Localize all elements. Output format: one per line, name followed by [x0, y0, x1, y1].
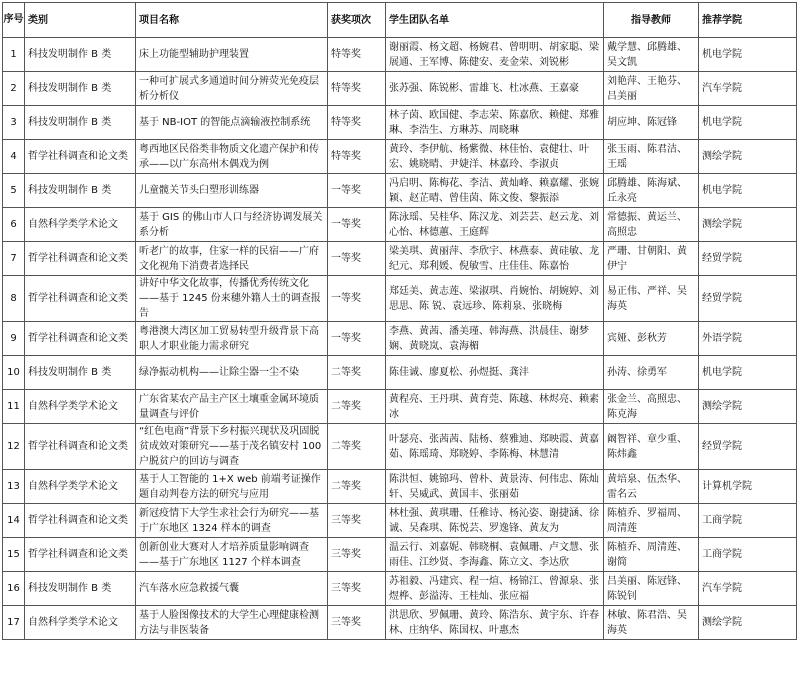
cell-advisor: 张玉雨、陈君洁、王瑶 [604, 140, 699, 174]
cell-college: 测绘学院 [699, 390, 797, 424]
table-row [3, 38, 797, 72]
cell-award: 二等奖 [328, 356, 386, 390]
cell-project: “红色电商”背景下乡村振兴现状及巩固脱贫成效对策研究——基于茂名镇安村 100户脱贫户的回访与调查 [136, 424, 328, 470]
cell-team: 冯启明、陈梅花、李洁、黄灿峰、赖嘉耀、张婉颖、赵芷晴、曾佳茵、陈文俊、黎振添 [386, 174, 604, 208]
cell-team: 李燕、黄茜、潘美瑾、韩海燕、洪晨佳、谢梦娴、黄晓岚、袁海楣 [386, 322, 604, 356]
cell-category: 哲学社科调查和论文类 [25, 504, 136, 538]
cell-num: 13 [3, 470, 25, 504]
cell-num: 6 [3, 208, 25, 242]
cell-num: 11 [3, 390, 25, 424]
cell-team: 郑廷美、黄志莲、梁淑琪、肖婉怡、胡婉婷、刘思思、陈 锐、袁远珍、陈莉泉、张晓梅 [386, 276, 604, 322]
header-award: 获奖项次 [328, 3, 386, 38]
cell-num: 1 [3, 38, 25, 72]
table-row [3, 356, 797, 390]
cell-category: 自然科学类学术论文 [25, 606, 136, 640]
table-row [3, 538, 797, 572]
header-num: 序号 [3, 3, 25, 38]
cell-college: 经贸学院 [699, 242, 797, 276]
header-team: 学生团队名单 [386, 3, 604, 38]
cell-award: 三等奖 [328, 538, 386, 572]
cell-award: 三等奖 [328, 606, 386, 640]
cell-category: 自然科学类学术论文 [25, 208, 136, 242]
cell-college: 外语学院 [699, 322, 797, 356]
cell-advisor: 戴学慧、邱腾雄、吴文凯 [604, 38, 699, 72]
cell-award: 特等奖 [328, 38, 386, 72]
cell-category: 哲学社科调查和论文类 [25, 322, 136, 356]
cell-num: 7 [3, 242, 25, 276]
cell-team: 陈泳瑶、吴桂华、陈汉龙、刘芸芸、赵云龙、刘心怡、林德蕙、王庭辉 [386, 208, 604, 242]
cell-category: 哲学社科调查和论文类 [25, 538, 136, 572]
cell-advisor: 严珊、甘朝阳、黄伊宁 [604, 242, 699, 276]
cell-category: 科技发明制作 B 类 [25, 72, 136, 106]
cell-category: 科技发明制作 B 类 [25, 174, 136, 208]
cell-award: 一等奖 [328, 276, 386, 322]
cell-num: 9 [3, 322, 25, 356]
table-row [3, 504, 797, 538]
cell-category: 哲学社科调查和论文类 [25, 276, 136, 322]
cell-project: 基于 NB-IOT 的智能点滴输液控制系统 [136, 106, 328, 140]
cell-num: 3 [3, 106, 25, 140]
cell-category: 科技发明制作 B 类 [25, 106, 136, 140]
cell-advisor: 阚智祥、章少重、陈炜鑫 [604, 424, 699, 470]
table-row [3, 140, 797, 174]
cell-project: 汽车落水应急救援气囊 [136, 572, 328, 606]
cell-team: 洪思欣、罗佩珊、黄玲、陈浩东、黄宇东、许春林、庄纳华、陈国权、叶惠杰 [386, 606, 604, 640]
cell-advisor: 邱腾雄、陈海斌、丘永亮 [604, 174, 699, 208]
table-row [3, 174, 797, 208]
cell-college: 经贸学院 [699, 276, 797, 322]
cell-college: 工商学院 [699, 538, 797, 572]
cell-category: 自然科学类学术论文 [25, 470, 136, 504]
cell-team: 温云行、刘嘉妮、韩晓桐、袁佩珊、卢文慧、张雨佳、江纱贤、李海鑫、陈立文、李达欣 [386, 538, 604, 572]
cell-advisor: 常德振、黄运兰、高照忠 [604, 208, 699, 242]
cell-award: 二等奖 [328, 390, 386, 424]
cell-category: 哲学社科调查和论文类 [25, 242, 136, 276]
cell-award: 一等奖 [328, 174, 386, 208]
cell-team: 林子茵、欧国健、李志荣、陈嘉欣、赖健、郑雅琳、李浩生、方琳苏、周晓琳 [386, 106, 604, 140]
header-advisor: 指导教师 [604, 3, 699, 38]
table-row [3, 470, 797, 504]
header-college: 推荐学院 [699, 3, 797, 38]
cell-advisor: 胡应坤、陈冠锋 [604, 106, 699, 140]
cell-college: 测绘学院 [699, 140, 797, 174]
cell-award: 特等奖 [328, 106, 386, 140]
cell-project: 粤西地区民俗类非物质文化遗产保护和传承——以广东高州木偶戏为例 [136, 140, 328, 174]
cell-project: 基于人工智能的 1+X web 前端考证操作题自动判卷方法的研究与应用 [136, 470, 328, 504]
cell-category: 哲学社科调查和论文类 [25, 140, 136, 174]
cell-category: 科技发明制作 B 类 [25, 38, 136, 72]
cell-project: 听老广的故事，住家一样的民宿——广府文化视角下消费者选择民 [136, 242, 328, 276]
cell-num: 10 [3, 356, 25, 390]
cell-college: 机电学院 [699, 356, 797, 390]
cell-advisor: 张金兰、高照忠、陈克海 [604, 390, 699, 424]
cell-team: 梁美琪、黄丽萍、李欣宇、林燕泰、黄硅敏、龙纪元、郑利媛、倪敏雪、庄佳佳、陈嘉怡 [386, 242, 604, 276]
cell-advisor: 陈植乔、周清莲、谢简 [604, 538, 699, 572]
cell-project: 讲好中华文化故事，传播优秀传统文化——基于 1245 份来穗外籍人士的调查报告 [136, 276, 328, 322]
table-row [3, 606, 797, 640]
cell-team: 黄玲、李伊航、杨紫微、林佳怡、袁健壮、叶宏、姚晓晴、尹婕洋、林嘉玲、李淑贞 [386, 140, 604, 174]
cell-award: 一等奖 [328, 322, 386, 356]
cell-project: 新冠疫情下大学生求社会行为研究——基于广东地区 1324 样本的调查 [136, 504, 328, 538]
cell-award: 一等奖 [328, 242, 386, 276]
cell-category: 科技发明制作 B 类 [25, 572, 136, 606]
cell-college: 汽车学院 [699, 72, 797, 106]
cell-advisor: 孙涛、徐勇军 [604, 356, 699, 390]
table-row [3, 390, 797, 424]
table-header-row [3, 3, 797, 38]
cell-project: 床上功能型辅助护理装置 [136, 38, 328, 72]
cell-num: 15 [3, 538, 25, 572]
header-project: 项目名称 [136, 3, 328, 38]
cell-num: 4 [3, 140, 25, 174]
table-row [3, 276, 797, 322]
cell-award: 二等奖 [328, 470, 386, 504]
cell-advisor: 刘艳萍、王艳芬、吕美丽 [604, 72, 699, 106]
cell-team: 陈佳诚、廖夏松、孙煜挺、龚沣 [386, 356, 604, 390]
cell-advisor: 黄培泉、伍杰华、雷名云 [604, 470, 699, 504]
cell-num: 5 [3, 174, 25, 208]
cell-category: 自然科学类学术论文 [25, 390, 136, 424]
cell-team: 黄程亮、王丹琪、黄育莞、陈越、林烬亮、赖素冰 [386, 390, 604, 424]
awards-table [2, 2, 797, 640]
cell-num: 14 [3, 504, 25, 538]
cell-project: 基于人脸图像技术的大学生心理健康检测方法与非医装备 [136, 606, 328, 640]
cell-category: 科技发明制作 B 类 [25, 356, 136, 390]
table-row [3, 106, 797, 140]
cell-college: 经贸学院 [699, 424, 797, 470]
cell-team: 陈洪恒、姚锦玛、曾朴、黄景涛、何伟忠、陈灿轩、吴威武、黄国丰、张丽茹 [386, 470, 604, 504]
table-row [3, 572, 797, 606]
cell-award: 特等奖 [328, 72, 386, 106]
cell-project: 基于 GIS 的佛山市人口与经济协调发展关系分析 [136, 208, 328, 242]
cell-award: 一等奖 [328, 208, 386, 242]
cell-project: 绿净振动机构——让除尘器一尘不染 [136, 356, 328, 390]
table-row [3, 72, 797, 106]
table-row [3, 322, 797, 356]
cell-college: 机电学院 [699, 38, 797, 72]
cell-project: 创新创业大赛对人才培养质量影响调查——基于广东地区 1127 个样本调查 [136, 538, 328, 572]
cell-num: 17 [3, 606, 25, 640]
header-category: 类别 [25, 3, 136, 38]
cell-team: 林杜强、黄琪珊、任稚诗、杨沁姿、谢捷涵、徐诚、吴森琪、陈悦芸、罗逸锋、黄友为 [386, 504, 604, 538]
cell-college: 测绘学院 [699, 208, 797, 242]
cell-advisor: 易正伟、严祥、吴海英 [604, 276, 699, 322]
cell-award: 二等奖 [328, 424, 386, 470]
cell-advisor: 陈植乔、罗福周、周清莲 [604, 504, 699, 538]
cell-num: 16 [3, 572, 25, 606]
cell-num: 2 [3, 72, 25, 106]
cell-project: 儿童髋关节头臼塑形训练器 [136, 174, 328, 208]
cell-advisor: 林敏、陈君浩、吴海英 [604, 606, 699, 640]
cell-team: 叶瑟亮、张茜茜、陆杨、蔡雅迪、郑映霞、黄嘉茹、陈瑶琦、郑晓婷、李陈梅、林慧清 [386, 424, 604, 470]
cell-award: 三等奖 [328, 504, 386, 538]
table-row [3, 242, 797, 276]
cell-college: 汽车学院 [699, 572, 797, 606]
cell-college: 计算机学院 [699, 470, 797, 504]
cell-team: 苏祖毅、冯建宾、程一煊、杨锦江、曾源泉、张煜桦、彭溢涛、王桂灿、张应福 [386, 572, 604, 606]
table-row [3, 208, 797, 242]
cell-advisor: 吕美丽、陈冠锋、陈锐钊 [604, 572, 699, 606]
cell-team: 张苏强、陈锐彬、雷雄飞、杜冰燕、王嘉豪 [386, 72, 604, 106]
cell-num: 8 [3, 276, 25, 322]
cell-num: 12 [3, 424, 25, 470]
cell-project: 一种可扩展式多通道时间分辨荧光免疫层析分析仪 [136, 72, 328, 106]
cell-advisor: 宾娅、彭秋芳 [604, 322, 699, 356]
cell-award: 三等奖 [328, 572, 386, 606]
cell-college: 机电学院 [699, 106, 797, 140]
cell-project: 粤港澳大湾区加工贸易转型升级背景下高职人才职业能力需求研究 [136, 322, 328, 356]
cell-college: 机电学院 [699, 174, 797, 208]
cell-college: 工商学院 [699, 504, 797, 538]
cell-category: 哲学社科调查和论文类 [25, 424, 136, 470]
cell-award: 特等奖 [328, 140, 386, 174]
table-row [3, 424, 797, 470]
cell-project: 广东省某农产品主产区土壤重金属环境质量调查与评价 [136, 390, 328, 424]
cell-team: 谢丽霞、杨文超、杨婉君、曾明明、胡家聪、梁展通、王军博、陈健安、麦金荣、刘锐彬 [386, 38, 604, 72]
cell-college: 测绘学院 [699, 606, 797, 640]
